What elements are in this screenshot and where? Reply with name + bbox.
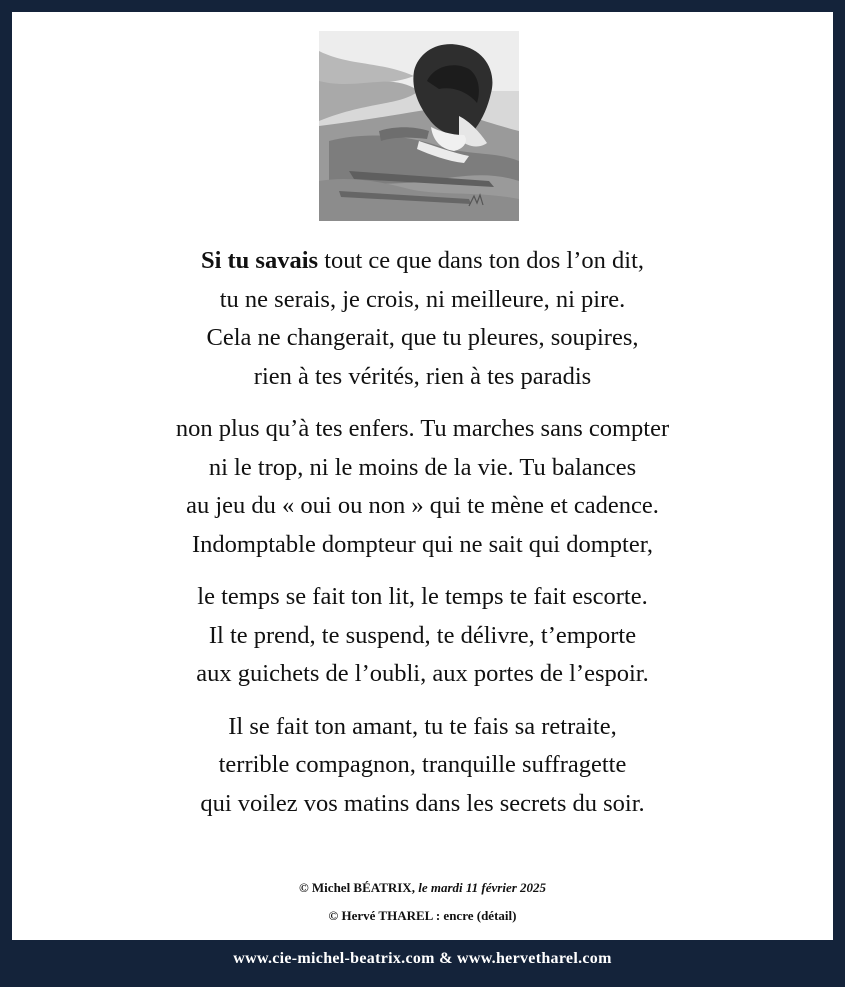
artist-credit: © Hervé THAREL : encre (détail) (328, 908, 517, 923)
poem-line: Indomptable dompteur qui ne sait qui dompter, (191, 530, 654, 558)
footer-links: www.cie-michel-beatrix.com & www.hervetharel.com (233, 950, 612, 967)
author-credit (12, 874, 833, 902)
poem-line: aux guichets de l’oubli, aux portes de l’espoir. (196, 660, 649, 687)
poem-line: au jeu du « oui ou non » qui te mène et cadence. (186, 492, 659, 519)
poem-line: Il te prend, te suspend, te délivre, t’emporte (208, 621, 637, 649)
author-name: © Michel BÉATRIX, (298, 880, 415, 895)
poem (12, 242, 833, 837)
credits (12, 874, 833, 930)
stanza-2 (12, 410, 833, 564)
poem-line: Cela ne changerait, que tu pleures, soupires, (206, 324, 639, 351)
stanza-1 (12, 242, 833, 396)
poem-line-rest: tout ce que dans ton dos l’on dit, (318, 247, 645, 274)
poem-line: non plus qu’à tes enfers. Tu marches sans compter (175, 415, 670, 442)
poem-page (12, 12, 833, 940)
poem-line: qui voilez vos matins dans les secrets du soir. (200, 789, 645, 817)
poem-date: le mardi 11 février 2025 (414, 880, 547, 895)
poem-line: rien à tes vérités, rien à tes paradis (253, 362, 592, 390)
stanza-3 (12, 578, 833, 694)
stanza-4 (12, 708, 833, 824)
poem-line: terrible compagnon, tranquille suffragette (218, 751, 627, 778)
poem-line: tu ne serais, je crois, ni meilleure, ni pire. (219, 285, 626, 313)
ink-drawing-image (319, 31, 519, 221)
poem-line: Il se fait ton amant, tu te fais sa retraite, (228, 712, 617, 740)
poem-title-lead: Si tu savais (200, 247, 319, 274)
poem-line (12, 242, 833, 281)
poem-line: le temps se fait ton lit, le temps te fait escorte. (197, 583, 648, 610)
poem-line: ni le trop, ni le moins de la vie. Tu balances (208, 453, 637, 481)
